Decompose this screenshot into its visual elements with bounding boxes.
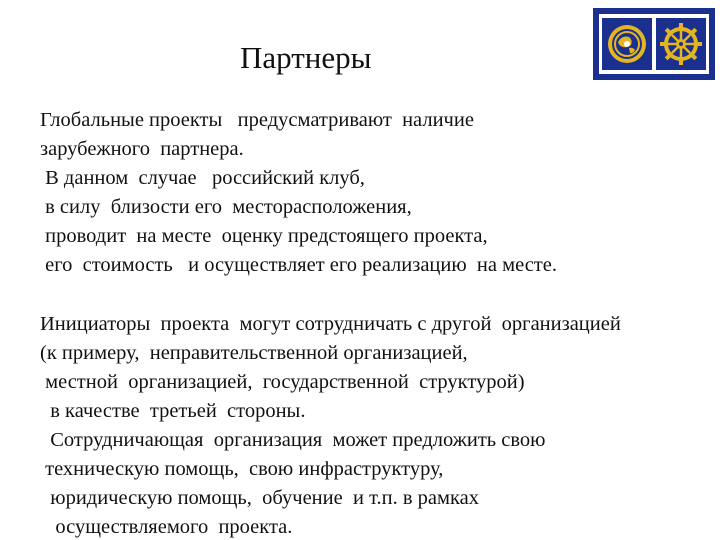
rotary-wheel-icon xyxy=(656,18,706,70)
body-line: Сотрудничающая организация может предложить свою xyxy=(40,429,546,451)
body-line: Глобальные проекты предусматривают наличие xyxy=(40,109,474,131)
body-line: зарубежного партнера. xyxy=(40,138,244,160)
globe-emblem-icon xyxy=(602,18,652,70)
body-line: В данном случае российский клуб, xyxy=(40,167,365,189)
body-line: осуществляемого проекта. xyxy=(40,516,293,538)
body-line: местной организацией, государственной структурой) xyxy=(40,371,525,393)
body-line: его стоимость и осуществляет его реализацию на месте. xyxy=(40,254,557,276)
body-line: юридическую помощь, обучение и т.п. в рамках xyxy=(40,487,479,509)
slide-title: Партнеры xyxy=(240,40,372,75)
body-line: в качестве третьей стороны. xyxy=(40,400,306,422)
body-line: техническую помощь, свою инфраструктуру, xyxy=(40,458,444,480)
logo-inner-frame xyxy=(599,14,709,74)
body-line: проводит на месте оценку предстоящего проекта, xyxy=(40,225,488,247)
rotary-logo xyxy=(593,8,715,80)
body-line: Инициаторы проекта могут сотрудничать с другой организацией xyxy=(40,313,621,335)
body-line: в силу близости его месторасположения, xyxy=(40,196,412,218)
body-line: (к примеру, неправительственной организацией, xyxy=(40,342,468,364)
